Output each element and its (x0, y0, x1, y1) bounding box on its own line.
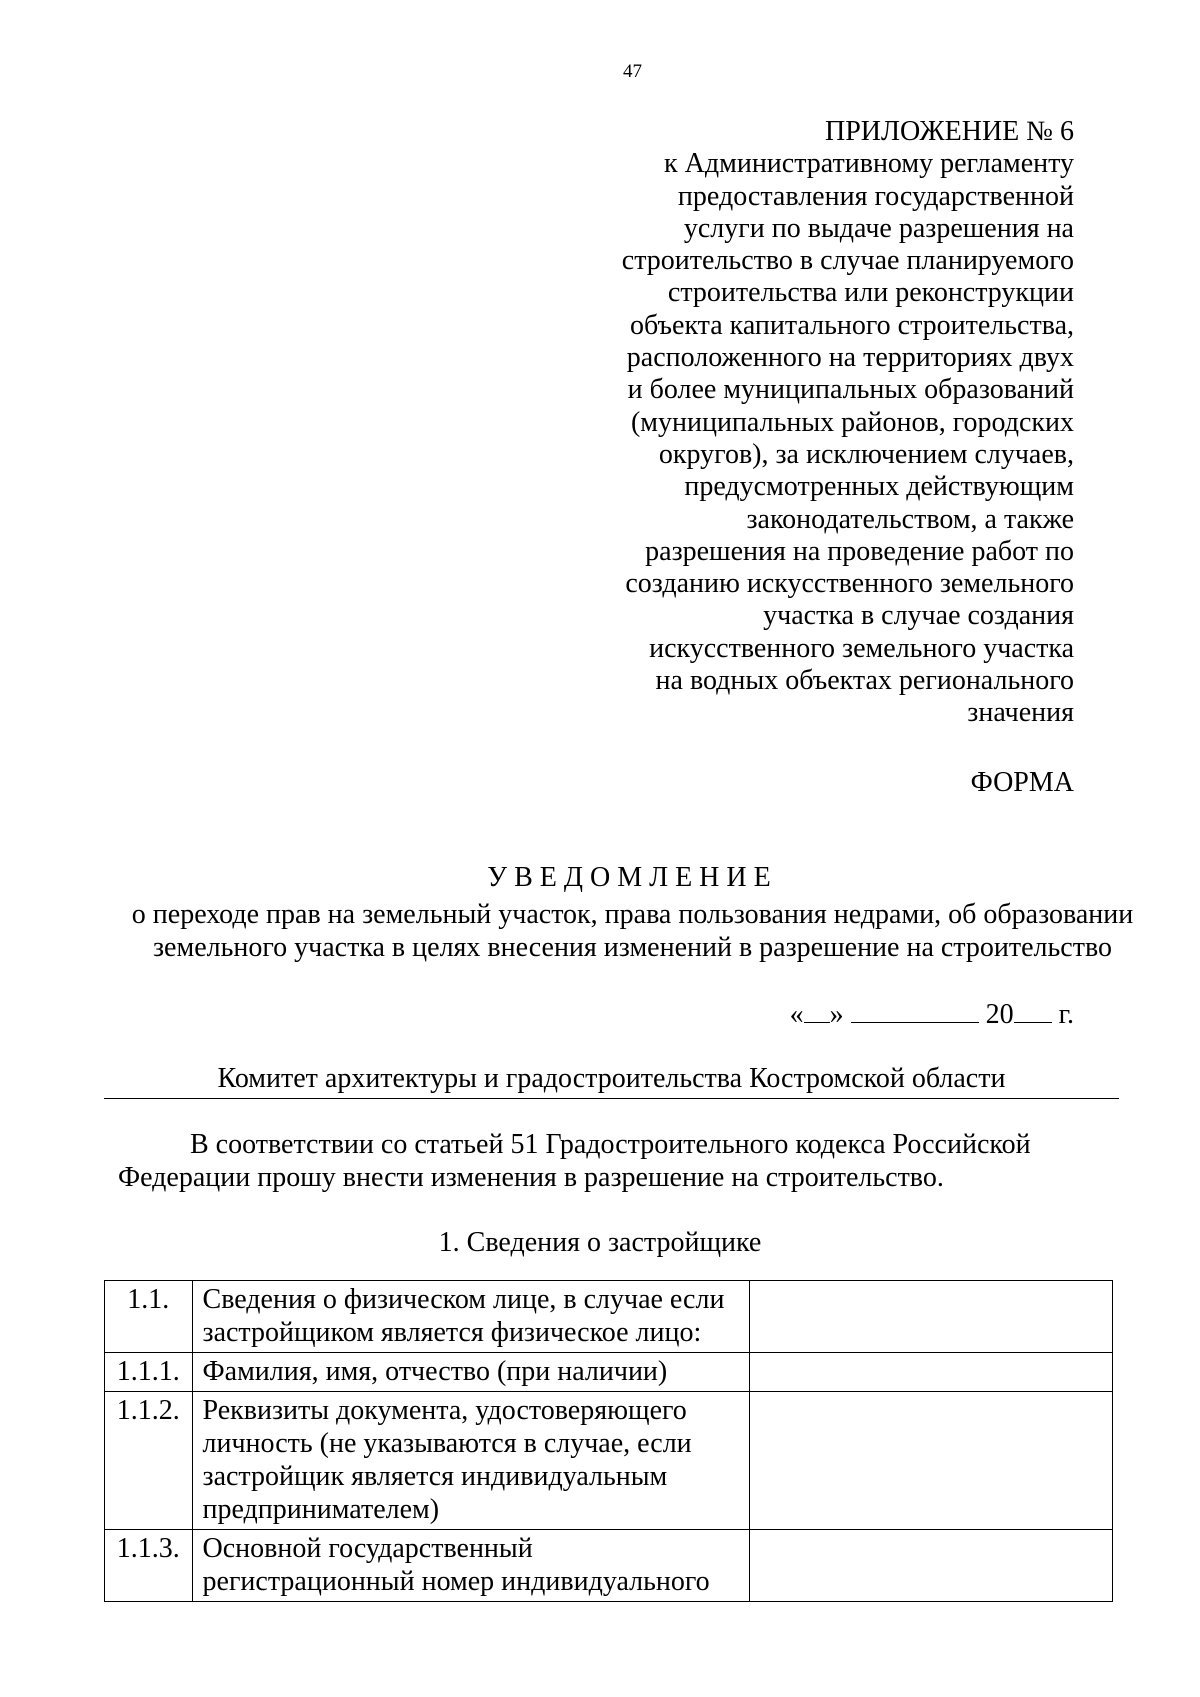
day-blank[interactable] (804, 998, 830, 1023)
row-number: 1.1.2. (105, 1392, 193, 1530)
appendix-line: участка в случае создания (763, 600, 1074, 632)
row-number: 1.1.3. (105, 1530, 193, 1602)
page-number: 47 (623, 61, 642, 82)
developer-info-table (104, 1280, 1113, 1602)
appendix-line: законодательством, а также (746, 503, 1074, 535)
appendix-line: округов), за исключением случаев, (658, 438, 1074, 470)
table-row (105, 1392, 1113, 1530)
row-value-field[interactable] (749, 1392, 1112, 1530)
request-paragraph (118, 1128, 1158, 1194)
paragraph-line: Федерации прошу внести изменения в разрешение на строительство. (118, 1162, 944, 1193)
document-title: УВЕДОМЛЕНИЕ (487, 862, 778, 893)
appendix-line: разрешения на проведение работ по (645, 535, 1074, 567)
appendix-line: предусмотренных действующим (684, 471, 1074, 503)
form-label: ФОРМА (970, 767, 1074, 798)
appendix-line: строительство в случае планируемого (621, 245, 1074, 277)
appendix-line: (муниципальных районов, городских (630, 406, 1074, 438)
appendix-line: строительства или реконструкции (667, 277, 1074, 309)
appendix-title: ПРИЛОЖЕНИЕ № 6 (825, 116, 1074, 147)
row-description: Фамилия, имя, отчество (при наличии) (192, 1353, 749, 1392)
table-row (105, 1353, 1113, 1392)
date-close-quote: » (829, 999, 844, 1030)
appendix-line: значения (967, 697, 1074, 729)
appendix-line: объекта капитального строительства, (629, 309, 1074, 341)
row-value-field[interactable] (749, 1530, 1112, 1602)
section-title: 1. Сведения о застройщике (438, 1227, 762, 1258)
date-open-quote: « (789, 999, 804, 1030)
appendix-line: предоставления государственной (677, 180, 1074, 212)
appendix-header (554, 116, 1074, 730)
row-number: 1.1.1. (105, 1353, 193, 1392)
row-value-field[interactable] (749, 1281, 1112, 1353)
row-description: Основной государственный регистрационный номер индивидуального (192, 1530, 749, 1602)
row-value-field[interactable] (749, 1353, 1112, 1392)
table-row (105, 1530, 1113, 1602)
document-subtitle (110, 898, 1155, 964)
date-line (790, 998, 1074, 1031)
appendix-line: искусственного земельного участка (649, 632, 1074, 664)
appendix-line: расположенного на территориях двух (626, 342, 1074, 374)
month-blank[interactable] (851, 998, 979, 1023)
authority-name: Комитет архитектуры и градостроительства Костромской области (104, 1062, 1119, 1099)
appendix-line: и более муниципальных образований (627, 374, 1074, 406)
document-subtitle-line: о переходе прав на земельный участок, права пользования недрами, об образовании (131, 899, 1134, 930)
row-description: Сведения о физическом лице, в случае если застройщиком является физическое лицо: (192, 1281, 749, 1353)
document-subtitle-line: земельного участка в целях внесения изменений в разрешение на строительство (153, 932, 1112, 963)
appendix-line: к Административному регламенту (664, 148, 1074, 180)
year-blank[interactable] (1014, 998, 1052, 1023)
appendix-line: услуги по выдаче разрешения на (683, 212, 1074, 244)
table-row (105, 1281, 1113, 1353)
appendix-line: на водных объектах регионального (655, 665, 1074, 697)
row-description: Реквизиты документа, удостоверяющего личность (не указываются в случае, если застройщик является индивидуальным предпринимателем) (192, 1392, 749, 1530)
appendix-line: созданию искусственного земельного (625, 568, 1074, 600)
row-number: 1.1. (105, 1281, 193, 1353)
paragraph-line: В соответствии со статьей 51 Градостроительного кодекса Российской (190, 1129, 1031, 1160)
year-suffix: г. (1058, 999, 1074, 1030)
year-prefix: 20 (985, 999, 1014, 1030)
